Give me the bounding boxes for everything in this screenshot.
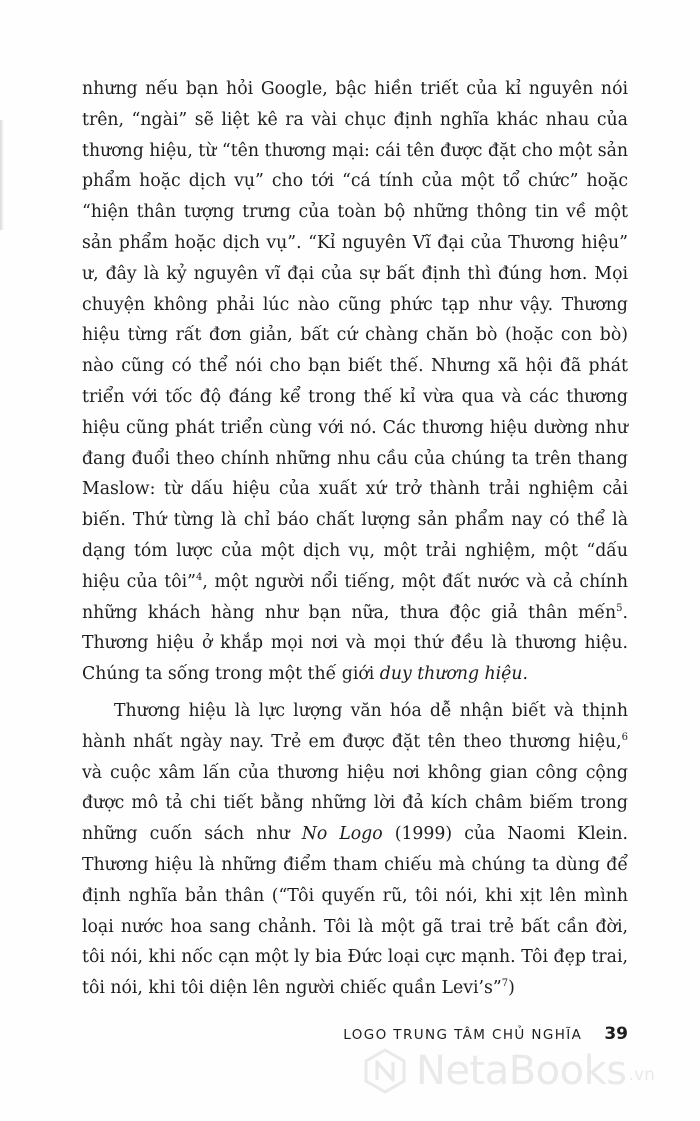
netabooks-logo-icon [362,1048,408,1094]
body-text [82,74,628,1004]
italic-text: No Logo [301,824,383,845]
running-head: LOGO TRUNG TÂM CHỦ NGHĨA [343,1027,583,1043]
text-run: (1999) của Naomi Klein. Thương hiệu là những điểm tham chiếu mà chúng ta dùng để định nghĩa bản thân (“Tôi quyến rũ, tôi nói, khi xịt lên mình loại nước hoa sang chảnh. Tôi là một gã trai trẻ bất cần đời, tôi nói, khi nốc cạn một ly bia Đức loại cực mạnh. Tôi đẹp trai, tôi nói, khi tôi diện lên người chiếc quần Levi’s” [82,824,629,999]
text-run: và cuộc xâm lấn của thương hiệu nơi không gian công cộng được mô tả chi tiết bằng những lời đả kích châm biếm trong những cuốn sách như [82,762,628,845]
text-run: , một người nổi tiếng, một đất nước và cả chính những khách hàng như bạn nữa, thưa độc giả thân mến [82,571,628,623]
footnote-marker: 5 [616,602,623,614]
paragraph-1 [82,74,628,690]
watermark-text: NetaBooks [416,1048,627,1094]
italic-text: duy thương hiệu [379,664,523,685]
text-run: ) [508,978,515,999]
watermark-suffix: .vn [628,1065,655,1085]
text-run: Thương hiệu là lực lượng văn hóa dễ nhận biết và thịnh hành nhất ngày nay. Trẻ em được đặt tên theo thương hiệu, [82,700,628,752]
watermark [362,1048,655,1094]
footnote-marker: 6 [621,731,628,743]
text-run: nhưng nếu bạn hỏi Google, bậc hiền triết của kỉ nguyên nói trên, “ngài” sẽ liệt kê ra vài chục định nghĩa khác nhau của thương hiệu, từ “tên thương mại: cái tên được đặt cho một sản phẩm hoặc dịch vụ” cho tới “cá tính của một tổ chức” hoặc “hiện thân tượng trưng của toàn bộ những thông tin về một sản phẩm hoặc dịch vụ”. “Kỉ nguyên Vĩ đại của Thương hiệu” ư, đây là kỷ nguyên vĩ đại của sự bất định thì đúng hơn. Mọi chuyện không phải lúc nào cũng phức tạp như vậy. Thương hiệu từng rất đơn giản, bất cứ chàng chăn bò (hoặc con bò) nào cũng có thể nói cho bạn biết thế. Nhưng xã hội đã phát triển với tốc độ đáng kể trong thế kỉ vừa qua và các thương hiệu cũng phát triển cùng với nó. Các thương hiệu dường như đang đuổi theo chính những nhu cầu của chúng ta trên thang Maslow: từ dấu hiệu của xuất xứ trở thành trải nghiệm cải biến. Thứ từng là chỉ báo chất lượng sản phẩm nay có thể là dạng tóm lược của một dịch vụ, một trải nghiệm, một “dấu hiệu của tôi” [82,79,628,592]
footnote-marker: 4 [196,571,203,583]
page-number: 39 [604,1024,628,1044]
page-footer [343,1024,628,1044]
text-run: . [522,664,529,685]
paragraph-2 [82,696,628,1004]
footnote-marker: 7 [501,978,509,990]
page-edge-shadow [0,120,4,230]
text-run: . Thương hiệu ở khắp mọi nơi và mọi thứ đều là thương hiệu. Chúng ta sống trong một thế giới [82,602,628,685]
